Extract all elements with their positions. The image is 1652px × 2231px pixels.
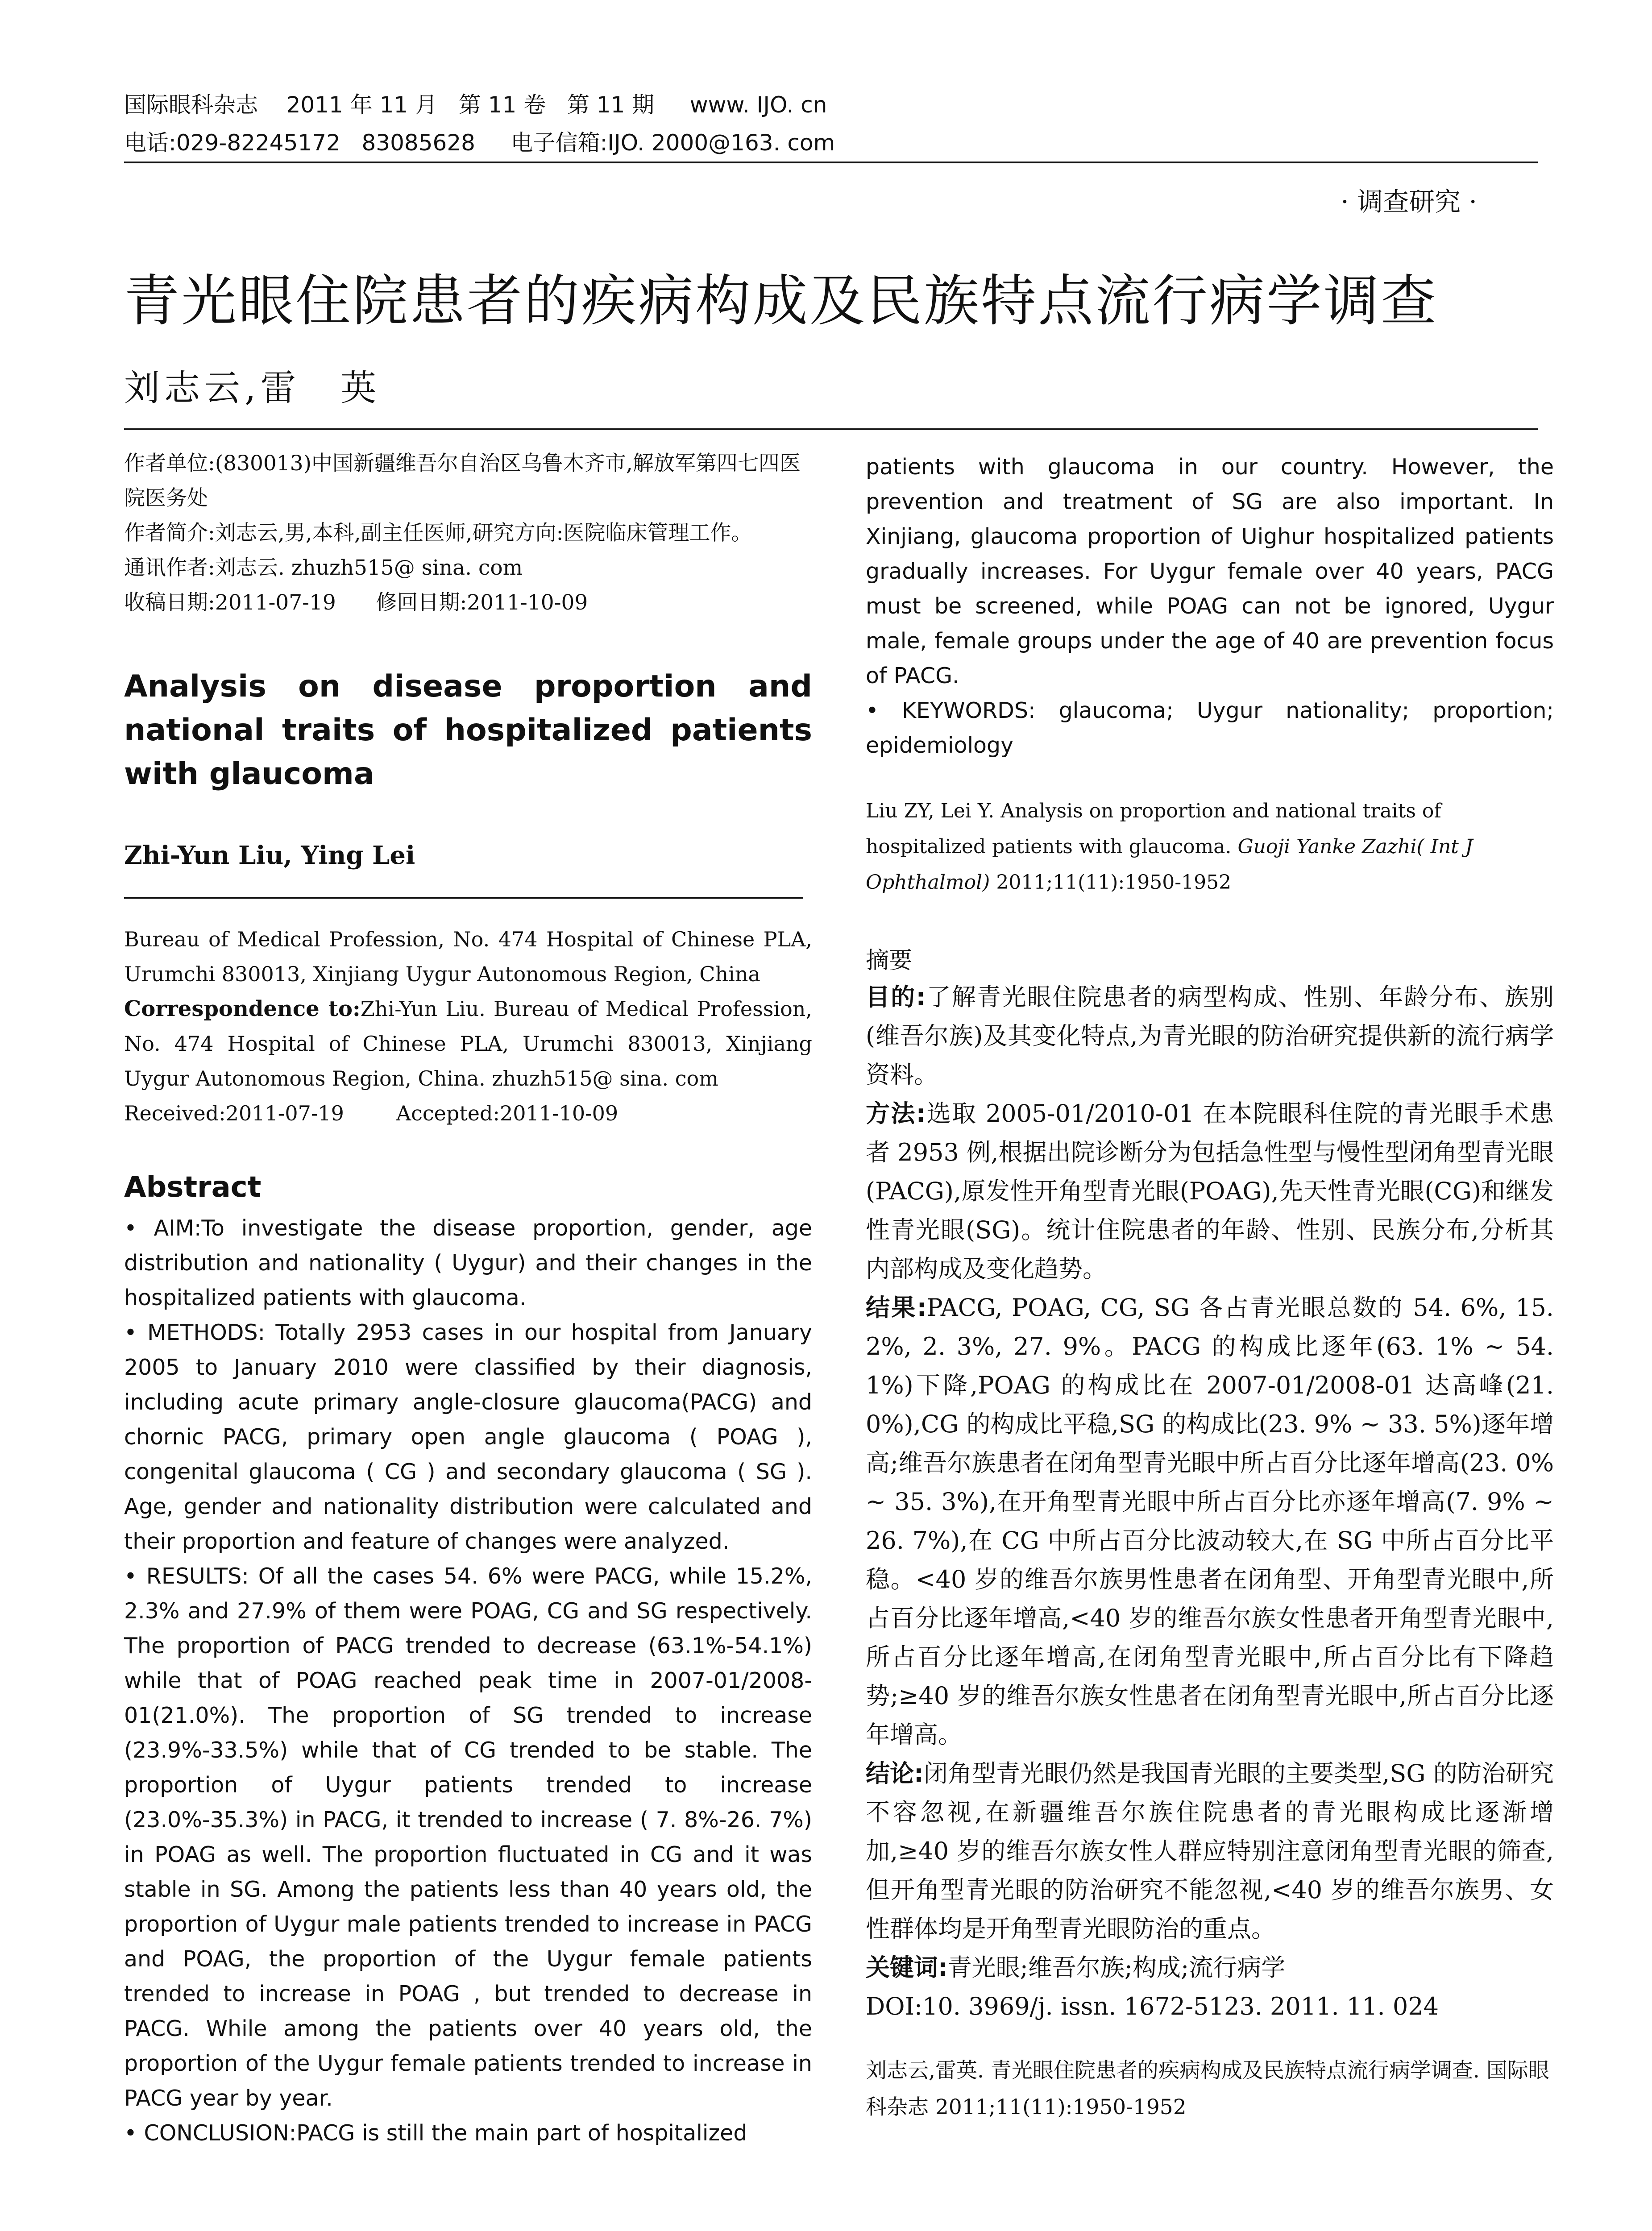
info-dates: 收稿日期:2011-07-19 修回日期:2011-10-09 [124,590,588,615]
affiliation-en [124,922,812,1131]
abstract-cn-doi: DOI:10. 3969/j. issn. 1672-5123. 2011. 11. 024 [866,1992,1439,2020]
citation-en-volume: 2011;11(11):1950-1952 [990,871,1232,894]
abstract-aim: • AIM:To investigate the disease proportion, gender, age distribution and nationality ( Uygur) and their changes in the hospitalized patients with glaucoma. [124,1215,812,1310]
info-cn [124,446,812,620]
correspondence-text: Zhi-Yun Liu. Bureau of Medical Profession, No. 474 Hospital of Chinese PLA, Urumchi 830013, Xinjiang Uygur Autonomous Region, China. zhuzh515@ sina. com [124,997,813,1091]
abstract-body-en [124,1211,812,2151]
abstract-methods: • METHODS: Totally 2953 cases in our hospital from January 2005 to January 2010 were classified by their diagnosis, including acute primary angle-closure glaucoma(PACG) and chornic PACG, primary open angle glaucoma ( POAG ), congenital glaucoma ( CG ) and secondary glaucoma ( SG ). Age, gender and nationality distribution were calculated and their proportion and feature of changes were analyzed. [124,1320,812,1554]
column-tag: · 调查研究 · [1341,187,1477,217]
authors-en: Zhi-Yun Liu, Ying Lei [124,841,415,870]
info-bio: 作者简介:刘志云,男,本科,副主任医师,研究方向:医院临床管理工作。 [124,521,752,545]
title-rule [124,428,1538,430]
title-en: Analysis on disease proportion and national traits of hospitalized patients with glaucoma [124,669,812,792]
abstract-body-en-continued [866,450,1554,763]
info-unit: 作者单位:(830013)中国新疆维吾尔自治区乌鲁木齐市,解放军第四七四医院医务处 [124,451,801,510]
results-text-cn: PACG, POAG, CG, SG 各占青光眼总数的 54. 6%, 15. 2%, 2. 3%, 27. 9%。PACG 的构成比逐年(63. 1% ~ 54. 1%)下降,POAG 的构成比在 2007-01/2008-01 达高峰(21. 0%),CG 的构成比平稳,SG 的构成比(23. 9% ~ 33. 5%)逐年增高;维吾尔族患者在闭角型青光眼中所占百分比逐年增高(23. 0% ~ 35. 3%),在开角型青光眼中所占百分比亦逐年增高(7. 9% ~ 26. 7%),在 CG 中所占百分比波动较大,在 SG 中所占百分比平稳。<40 岁的维吾尔族男性患者在闭角型、开角型青光眼中,所占百分比逐年增高,<40 岁的维吾尔族女性患者开角型青光眼中,所占百分比逐年增高,在闭角型青光眼中,所占百分比有下降趋势;≥40 岁的维吾尔族女性患者在闭角型青光眼中,所占百分比逐年增高。 [866,1294,1554,1749]
methods-text-cn: 选取 2005-01/2010-01 在本院眼科住院的青光眼手术患者 2953 例,根据出院诊断分为包括急性型与慢性型闭角型青光眼(PACG),原发性开角型青光眼(POAG),先天性青光眼(CG)和继发性青光眼(SG)。统计住院患者的年龄、性别、民族分布,分析其内部构成及变化趋势。 [866,1099,1554,1283]
authors-rule [124,897,803,899]
abstract-cn-methods [866,1094,1554,1288]
results-label-cn: 结果: [866,1294,927,1322]
title-cn: 青光眼住院患者的疾病构成及民族特点流行病学调查 [124,269,1438,333]
journal-header-line1: 国际眼科杂志 2011 年 11 月 第 11 卷 第 11 期 www. IJO. cn [124,92,827,118]
abstract-cn-results [866,1288,1554,1754]
info-corr: 通讯作者:刘志云. zhuzh515@ sina. com [124,556,523,580]
abstract-results: • RESULTS: Of all the cases 54. 6% were PACG, while 15.2%, 2.3% and 27.9% of them were POAG, CG and SG respectively. The proportion of PACG trended to decrease (63.1%-54.1%) while that of POAG reached peak time in 2007-01/2008-01(21.0%). The proportion of SG trended to increase (23.9%-33.5%) while that of CG trended to be stable. The proportion of Uygur patients trended to increase (23.0%-35.3%) in PACG, it trended to increase ( 7. 8%-26. 7%) in POAG as well. The proportion fluctuated in CG and it was stable in SG. Among the patients less than 40 years old, the proportion of Uygur male patients trended to increase in PACG and POAG, the proportion of the Uygur female patients trended to increase in POAG , but trended to decrease in PACG. While among the patients over 40 years old, the proportion of the Uygur female patients trended to increase in PACG year by year. [124,1563,812,2111]
keywords-label-cn: 关键词: [866,1953,948,1982]
citation-en-text: Liu ZY, Lei Y. Analysis on proportion and national traits of hospitalized patients with glaucoma. [866,800,1441,858]
aim-label-cn: 目的: [866,983,926,1011]
citation-en-journal: Guoji Yanke Zazhi( Int J Ophthalmol) [866,835,1473,894]
abstract-cn-aim [866,978,1554,1094]
citation-en [866,793,1554,900]
authors-cn: 刘志云,雷 英 [124,367,381,409]
header-rule [124,162,1538,163]
aim-text-cn: 了解青光眼住院患者的病型构成、性别、年龄分布、族别(维吾尔族)及其变化特点,为青光眼的防治研究提供新的流行病学资料。 [866,983,1554,1089]
abstract-cn-conclusion [866,1754,1554,1948]
correspondence-label: Correspondence to: [124,996,361,1021]
citation-cn: 刘志云,雷英. 青光眼住院患者的疾病构成及民族特点流行病学调查. 国际眼科杂志 2011;11(11):1950-1952 [866,2058,1549,2119]
abstract-cn-keywords [866,1948,1554,1987]
conclusion-label-cn: 结论: [866,1759,924,1787]
abstract-heading-en: Abstract [124,1171,261,1204]
abstract-body-cn [866,978,1554,2026]
abstract-keywords: • KEYWORDS: glaucoma; Uygur nationality; proportion; epidemiology [866,698,1554,758]
affiliation-bureau: Bureau of Medical Profession, No. 474 Hospital of Chinese PLA, Urumchi 830013, Xinjiang Uygur Autonomous Region, China [124,927,812,986]
abstract-heading-cn: 摘要 [866,947,913,974]
conclusion-text-cn: 闭角型青光眼仍然是我国青光眼的主要类型,SG 的防治研究不容忽视,在新疆维吾尔族住院患者的青光眼构成比逐渐增加,≥40 岁的维吾尔族女性人群应特别注意闭角型青光眼的筛查,但开角型青光眼的防治研究不能忽视,<40 岁的维吾尔族男、女性群体均是开角型青光眼防治的重点。 [866,1759,1554,1943]
right-column [866,450,1554,2126]
affiliation-correspondence [124,991,812,1096]
affiliation-dates: Received:2011-07-19 Accepted:2011-10-09 [124,1101,618,1125]
abstract-conclusion-cont: patients with glaucoma in our country. However, the prevention and treatment of SG are also important. In Xinjiang, glaucoma proportion of Uighur hospitalized patients gradually increases. For Uygur female over 40 years, PACG must be screened, while POAG can not be ignored, Uygur male, female groups under the age of 40 are prevention focus of PACG. [866,454,1554,688]
left-column [124,446,812,2151]
journal-header-line2: 电话:029-82245172 83085628 电子信箱:IJO. 2000@163. com [124,130,835,156]
methods-label-cn: 方法: [866,1099,926,1128]
keywords-text-cn: 青光眼;维吾尔族;构成;流行病学 [947,1953,1286,1982]
abstract-conclusion-start: • CONCLUSION:PACG is still the main part of hospitalized [124,2120,747,2146]
